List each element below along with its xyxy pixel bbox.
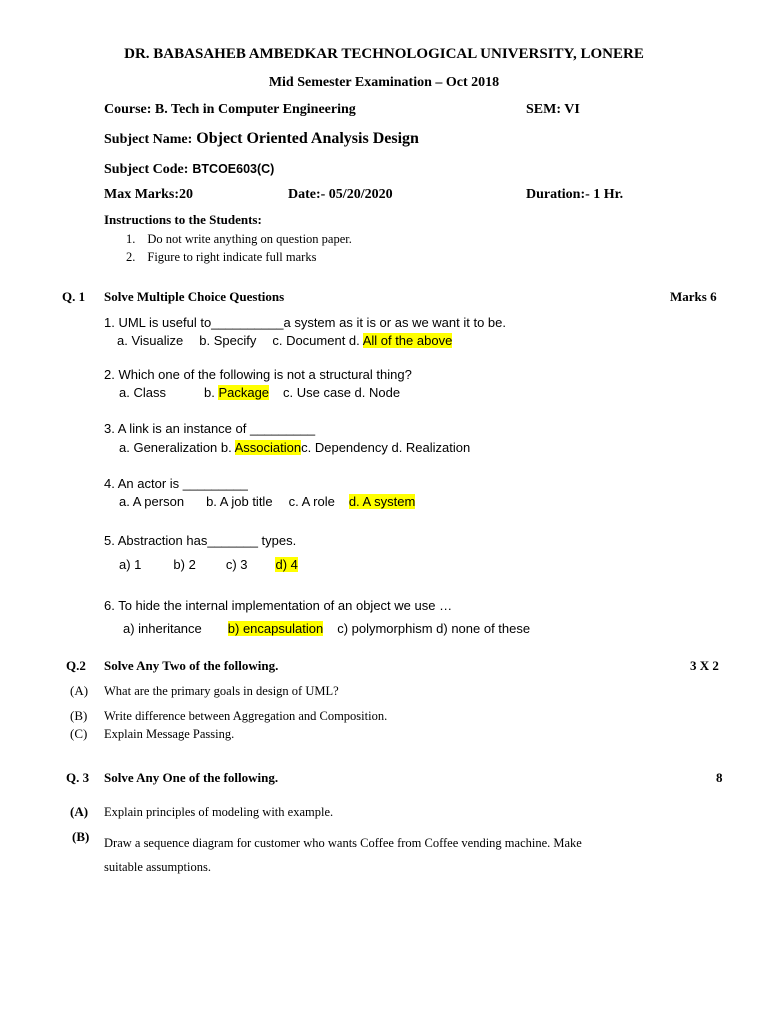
instruction-text: Figure to right indicate full marks: [147, 250, 317, 264]
duration: Duration:- 1 Hr.: [526, 187, 624, 202]
mcq-question-5: 5. Abstraction has_______ types.: [104, 533, 297, 548]
instructions-title: Instructions to the Students:: [104, 212, 262, 227]
mcq-options-1: [117, 333, 452, 348]
q1-marks: Marks 6: [670, 289, 717, 304]
correct-answer-highlight: Package: [218, 385, 270, 400]
q2-text-a: What are the primary goals in design of UML?: [104, 684, 339, 698]
subject-code-value: BTCOE603(C): [192, 162, 275, 176]
correct-answer-highlight: d. A system: [348, 494, 416, 509]
mcq-options-3: [119, 440, 470, 455]
option: c. Dependency d. Realization: [301, 440, 471, 455]
q2-text-b: Write difference between Aggregation and Composition.: [104, 709, 388, 723]
mcq-question-3: 3. A link is an instance of _________: [104, 421, 316, 436]
subject-name-value: Object Oriented Analysis Design: [196, 130, 419, 147]
mcq-options-2: [119, 385, 400, 400]
option: c. Document d.: [272, 333, 360, 348]
mcq-options-4: [119, 494, 415, 509]
university-title: DR. BABASAHEB AMBEDKAR TECHNOLOGICAL UNIVERSITY, LONERE: [124, 46, 644, 62]
q3-label-a: (A): [70, 804, 89, 819]
q2-number: Q.2: [66, 658, 86, 673]
q3-number: Q. 3: [66, 770, 90, 785]
max-marks: Max Marks:20: [104, 187, 194, 202]
subject-name-line: [104, 130, 419, 148]
q2-marks: 3 X 2: [690, 658, 719, 673]
option: b) 2: [173, 557, 196, 572]
option: a) inheritance: [123, 621, 202, 636]
correct-answer-highlight: d) 4: [275, 557, 298, 572]
q3-text-b-continued: suitable assumptions.: [104, 860, 211, 874]
mcq-options-6: [123, 621, 530, 636]
q2-label-a: (A): [70, 683, 89, 698]
option: c) 3: [225, 557, 248, 572]
option: c. Use case d. Node: [283, 385, 401, 400]
q3-marks: 8: [716, 770, 723, 785]
mcq-options-5: [119, 557, 298, 572]
instruction-text: Do not write anything on question paper.: [147, 232, 352, 246]
q1-title: Solve Multiple Choice Questions: [104, 289, 285, 304]
option: a. Generalization b.: [119, 440, 232, 455]
option: a) 1: [119, 557, 142, 572]
correct-answer-highlight: All of the above: [362, 333, 453, 348]
mcq-question-1: 1. UML is useful to__________a system as it is or as we want it to be.: [104, 315, 507, 330]
q3-label-b: (B): [72, 829, 90, 844]
course-line: Course: B. Tech in Computer Engineering: [104, 102, 356, 117]
option: c. A role: [288, 494, 335, 509]
q3-text-a: Explain principles of modeling with example.: [104, 805, 334, 819]
option: c) polymorphism d) none of these: [337, 621, 531, 636]
q3-text-b: Draw a sequence diagram for customer who wants Coffee from Coffee vending machine. Make: [104, 836, 582, 850]
correct-answer-highlight: b) encapsulation: [227, 621, 324, 636]
instruction-item: 1. Do not write anything on question paper.: [126, 232, 352, 246]
semester: SEM: VI: [526, 102, 580, 117]
option: a. Class: [119, 385, 166, 400]
q1-number: Q. 1: [62, 289, 86, 304]
option: a. Visualize: [117, 333, 184, 348]
subject-name-label: Subject Name:: [104, 132, 193, 147]
option: b. A job title: [206, 494, 273, 509]
q2-label-c: (C): [70, 726, 88, 741]
q3-title: Solve Any One of the following.: [104, 770, 279, 785]
subject-code-line: [104, 160, 274, 178]
q2-title: Solve Any Two of the following.: [104, 658, 279, 673]
exam-date: Date:- 05/20/2020: [288, 187, 393, 202]
exam-title: Mid Semester Examination – Oct 2018: [268, 75, 500, 90]
option: b.: [203, 385, 215, 400]
option: b. Specify: [199, 333, 257, 348]
subject-code-label: Subject Code:: [104, 162, 189, 177]
correct-answer-highlight: Association: [234, 440, 302, 455]
q2-label-b: (B): [70, 708, 88, 723]
mcq-question-4: 4. An actor is _________: [104, 476, 248, 491]
mcq-question-6: 6. To hide the internal implementation of an object we use …: [104, 598, 453, 613]
instruction-item: 2. Figure to right indicate full marks: [126, 250, 317, 264]
q2-text-c: Explain Message Passing.: [104, 727, 235, 741]
option: a. A person: [119, 494, 185, 509]
mcq-question-2: 2. Which one of the following is not a structural thing?: [104, 367, 412, 382]
